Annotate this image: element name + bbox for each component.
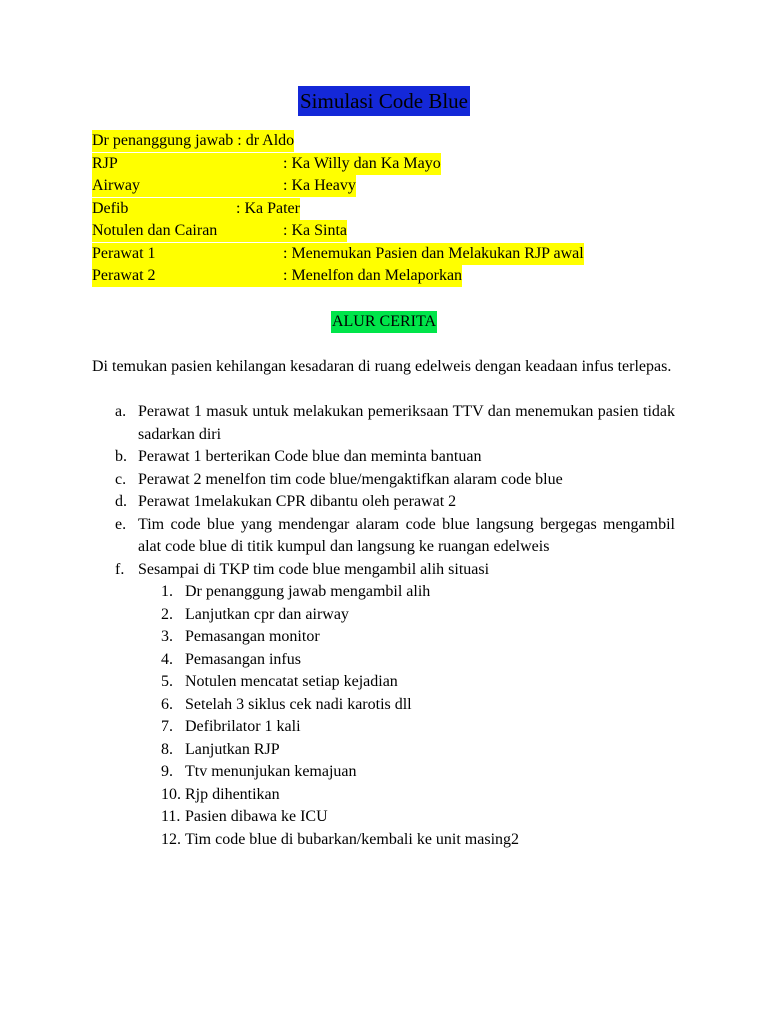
team-row: [92, 220, 584, 243]
team-row-highlight: [92, 130, 294, 152]
step-item: [92, 514, 675, 559]
substep-marker: 10.: [161, 785, 181, 803]
substep-text: Pemasangan monitor: [185, 628, 320, 645]
substep-marker: 8.: [161, 740, 173, 758]
team-row: [92, 130, 584, 153]
substep-item: [92, 671, 675, 694]
document-title: Simulasi Code Blue: [298, 86, 470, 116]
substep-item: [92, 829, 675, 852]
substep-text: Lanjutkan RJP: [185, 740, 280, 758]
substep-item: [92, 604, 675, 627]
step-item: [92, 446, 675, 469]
step-text: Perawat 1melakukan CPR dibantu oleh perawat 2: [138, 493, 457, 510]
substep-marker: 4.: [161, 650, 173, 668]
substep-item: [92, 761, 675, 784]
step-text: Perawat 2 menelfon tim code blue/mengaktifkan alaram code blue: [138, 470, 563, 488]
substep-marker: 1.: [161, 583, 173, 600]
substep-marker: 9.: [161, 763, 173, 780]
step-text: Perawat 1 berterikan Code blue dan meminta bantuan: [138, 448, 482, 465]
team-assignments: [92, 130, 584, 288]
substep-text: Setelah 3 siklus cek nadi karotis dll: [185, 695, 412, 713]
step-item: [92, 559, 675, 582]
team-row-highlight: [92, 153, 441, 175]
substep-item: [92, 716, 675, 739]
substep-text: Rjp dihentikan: [185, 785, 280, 803]
substep-text: Ttv menunjukan kemajuan: [185, 763, 357, 780]
step-item: [92, 469, 675, 492]
substep-text: Pasien dibawa ke ICU: [185, 808, 328, 825]
substep-marker: 5.: [161, 673, 173, 690]
team-role-label: RJP: [92, 154, 118, 172]
team-row: [92, 265, 584, 288]
steps-list: [92, 401, 675, 851]
substep-item: [92, 694, 675, 717]
team-role-label: Notulen dan Cairan: [92, 222, 218, 239]
team-row-highlight: [92, 265, 462, 287]
substep-item: [92, 784, 675, 807]
team-role-label: Defib: [92, 199, 129, 217]
team-member-value: : Menelfon dan Melaporkan: [283, 267, 463, 284]
substep-marker: 11.: [161, 808, 181, 825]
substep-text: Dr penanggung jawab mengambil alih: [185, 583, 431, 600]
team-row-highlight: [92, 175, 356, 197]
step-text: Tim code blue yang mendengar alaram code blue langsung bergegas mengambil alat code blue di titik kumpul dan langsung ke ruangan edelweis: [138, 515, 675, 555]
section-heading-block: [0, 311, 768, 333]
substep-item: [92, 626, 675, 649]
step-item: [92, 401, 675, 446]
team-member-value: : Ka Pater: [236, 199, 300, 217]
substep-text: Pemasangan infus: [185, 650, 301, 668]
team-row: [92, 175, 584, 198]
step-marker: c.: [115, 470, 127, 488]
step-item: [92, 491, 675, 514]
team-member-value: : Ka Heavy: [283, 177, 356, 194]
step-marker: b.: [115, 448, 127, 465]
team-row-highlight: [92, 198, 300, 220]
substep-marker: 3.: [161, 628, 173, 645]
team-role-label: Perawat 2: [92, 267, 156, 284]
substep-text: Defibrilator 1 kali: [185, 718, 301, 735]
section-heading: ALUR CERITA: [331, 311, 437, 333]
substep-text: Tim code blue di bubarkan/kembali ke unit masing2: [185, 830, 520, 848]
team-role-label: Airway: [92, 177, 140, 194]
substep-item: [92, 739, 675, 762]
substep-text: Notulen mencatat setiap kejadian: [185, 673, 398, 690]
step-marker: f.: [115, 560, 125, 578]
team-row: [92, 198, 584, 221]
team-row-highlight: [92, 243, 584, 265]
team-row: [92, 243, 584, 266]
substep-marker: 6.: [161, 695, 173, 713]
team-row-highlight: [92, 220, 347, 242]
step-text: Sesampai di TKP tim code blue mengambil alih situasi: [138, 560, 490, 578]
step-marker: a.: [115, 403, 127, 420]
step-marker: d.: [115, 493, 127, 510]
title-block: [0, 86, 768, 116]
team-member-value: : Menemukan Pasien dan Melakukan RJP awal: [283, 244, 584, 262]
team-row: [92, 153, 584, 176]
team-role-label: Dr penanggung jawab : dr Aldo: [92, 132, 295, 149]
substep-item: [92, 806, 675, 829]
substep-marker: 7.: [161, 718, 173, 735]
team-role-label: Perawat 1: [92, 244, 156, 262]
substep-item: [92, 649, 675, 672]
team-member-value: : Ka Willy dan Ka Mayo: [283, 154, 441, 172]
step-text: Perawat 1 masuk untuk melakukan pemeriksaan TTV dan menemukan pasien tidak sadarkan diri: [138, 403, 675, 443]
substep-text: Lanjutkan cpr dan airway: [185, 605, 349, 623]
intro-paragraph: Di temukan pasien kehilangan kesadaran di ruang edelweis dengan keadaan infus terlepas.: [92, 358, 672, 375]
substep-marker: 2.: [161, 605, 173, 623]
substep-marker: 12.: [161, 830, 181, 848]
substep-item: [92, 581, 675, 604]
step-marker: e.: [115, 515, 127, 533]
team-member-value: : Ka Sinta: [283, 222, 347, 239]
